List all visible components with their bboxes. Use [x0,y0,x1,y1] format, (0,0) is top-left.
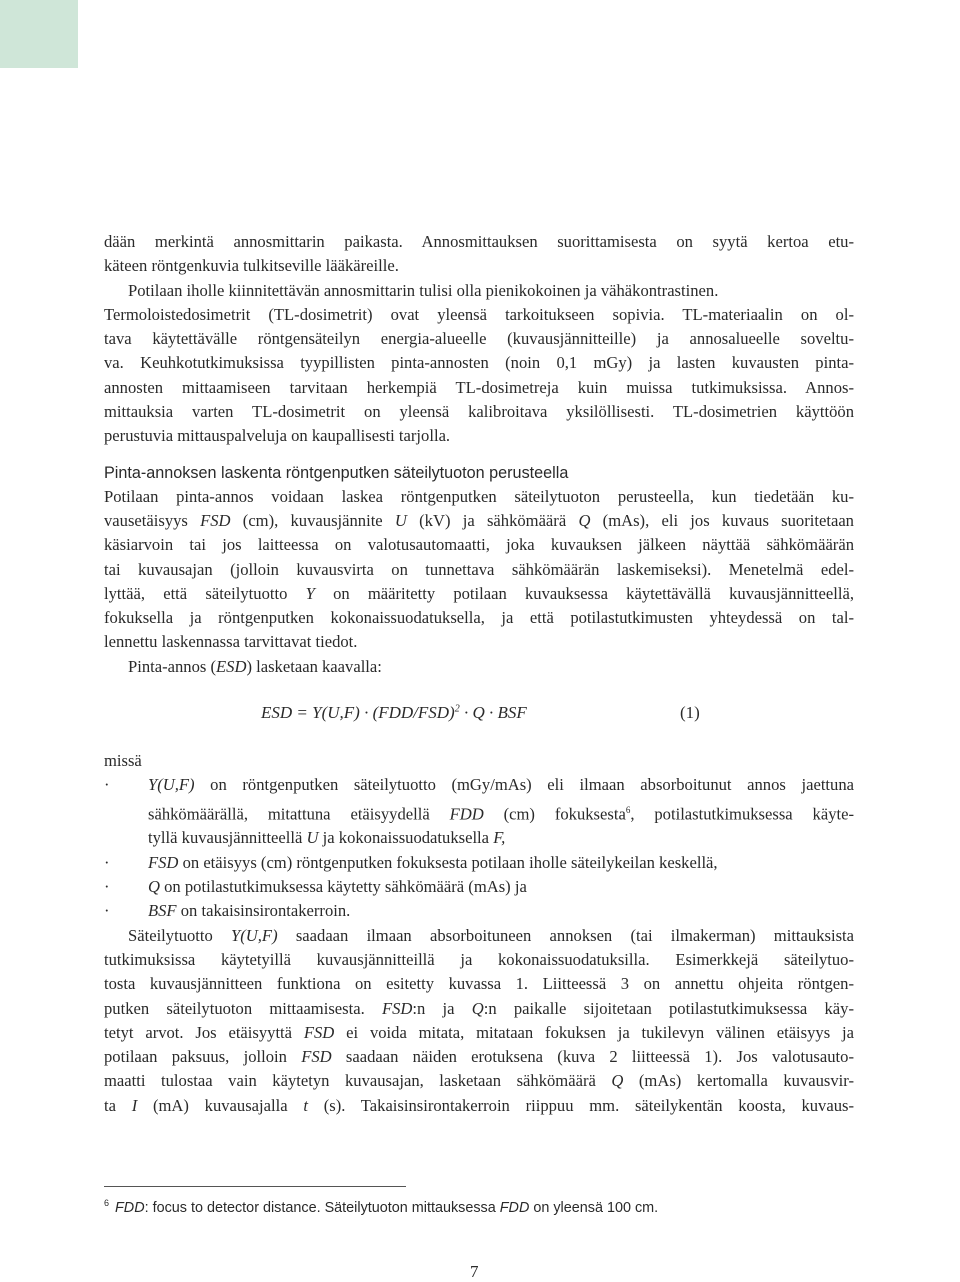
section-heading: Pinta-annoksen laskenta röntgenputken säteilytuoton perusteella [104,463,569,482]
text-line: Termoloistedosimetrit (TL-dosimetrit) ovat yleensä tarkoitukseen sopivia. TL-materiaalin on ol- [104,304,854,324]
text-line: dään merkintä annosmittarin paikasta. Annosmittauksen suorittamisesta on syytä kertoa etu- [104,232,854,251]
text-line: annosten mittaamiseen tarvitaan herkempiä TL-dosimetreja kuin muissa tutkimuksissa. Annos- [104,377,854,397]
bullet-icon: · [104,775,110,795]
text-line: lyttää, että säteilytuotto Y on määritetty potilaan kuvauksessa käytettävällä kuvausjännitteellä, [104,583,854,603]
text-line: va. Keuhkotutkimuksissa tyypillisten pinta-annosten (noin 0,1 mGy) ja lasten kuvausten pinta- [104,353,854,373]
text-line: lennettu laskennassa tarvittavat tiedot. [104,632,358,652]
text-line: tetyt arvot. Jos etäisyyttä FSD ei voida mitata, mitataan fokuksen ja tukilevyn välinen etäisyys ja [104,1022,854,1042]
text-line: tutkimuksissa käytetyillä kuvausjännitteillä ja kokonaissuodatuksilla. Esimerkkejä säteilytuo- [104,949,854,969]
page-body [104,230,854,1118]
text-line: putken säteilytuoton mittaamisesta. FSD:n ja Q:n paikalle sijoitetaan potilastutkimuksessa käy- [104,998,854,1018]
text-line: missä [104,751,142,771]
text-line: vausetäisyys FSD (cm), kuvausjännite U (kV) ja sähkömäärä Q (mAs), eli jos kuvaus suoritetaan [104,510,854,530]
definition-list-item: · Q on potilastutkimuksessa käytetty sähkömäärä (mAs) ja [104,875,854,899]
page-number: 7 [470,1262,479,1281]
text-line: käsiarvoin tai jos laitteessa on valotusautomaatti, joka kuvauksen jälkeen näyttää sähkömäärän [104,535,854,555]
text-line: ta I (mA) kuvausajalla t (s). Takaisinsirontakerroin riippuu mm. säteilykentän koosta, kuvaus- [104,1095,854,1115]
text-line: Pinta-annos (ESD) lasketaan kaavalla: [128,656,382,676]
footnote-divider [104,1186,406,1187]
text-line: tava käytettävälle röntgensäteilyn energia-alueelle (kuvausjännitteille) ja annosalueelle soveltu- [104,329,854,349]
esd-formula: ESD = $Y(U,F) \cdot (FDD/FSD)^2 \cdot Q$ · BSF [261,703,527,723]
text-line: Potilaan iholle kiinnitettävän annosmittarin tulisi olla pienikokoinen ja vähäkontrastinen. [128,280,719,300]
equation-number: (1) [680,703,700,723]
definition-list-item: · BSF on takaisinsirontakerroin. [104,899,854,923]
text-line: tosta kuvausjännitteen funktiona on esitetty kuvassa 1. Liitteessä 3 on annettu ohjeita röntgen- [104,974,854,994]
text-line: tai kuvausajan (jolloin kuvausvirta on tunnettava sähkömäärän laskemiseksi). Menetelmä edel- [104,559,854,579]
text-line: mittauksia varten TL-dosimetrit on yleensä kalibroitava yksilöllisesti. TL-dosimetrien käyttöön [104,402,854,422]
definition-list-item: · FSD on etäisyys (cm) röntgenputken fokuksesta potilaan iholle säteilykeilan keskellä, [104,851,854,875]
bullet-icon: · [104,901,110,921]
text-line: Potilaan pinta-annos voidaan laskea röntgenputken säteilytuoton perusteella, kun tiedetään ku- [104,486,854,506]
text-line: käteen röntgenkuvia tulkitseville lääkäreille. [104,256,399,276]
definition-list-item: · Y(U,F) on röntgenputken säteilytuotto (mGy/mAs) eli ilmaan absorboitunut annos jaettuna sähkömäärällä, mitattuna etäisyydellä FDD (cm) fokuksesta$^6$, potilastutkimuksessa käyte- tyllä kuvausjännitteellä U ja kokonaissuodatuksella F, [104,775,855,848]
text-line: maatti tulostaa vain käytetyn kuvausajan, lasketaan sähkömäärä Q (mAs) kertomalla kuvausvir- [104,1071,854,1091]
equation-row [104,697,854,733]
text-line: Säteilytuotto Y(U,F) saadaan ilmaan absorboituneen annoksen (tai ilmakerman) mittauksista [128,925,854,945]
bullet-icon: · [104,852,110,872]
text-line: potilaan paksuus, jolloin FSD saadaan näiden erotuksena (kuva 2 liitteessä 1). Jos valotusauto- [104,1047,854,1067]
corner-color-tab [0,0,78,68]
text-line: fokuksella ja röntgenputken kokonaissuodatuksella, ja että potilastutkimusten yhteydessä on tal- [104,608,854,628]
text-line: perustuvia mittauspalveluja on kaupallisesti tarjolla. [104,426,451,446]
bullet-icon: · [104,877,110,897]
footnote: $^6$ FDD: focus to detector distance. Säteilytuoton mittauksessa FDD on yleensä 100 cm. [104,1198,659,1216]
